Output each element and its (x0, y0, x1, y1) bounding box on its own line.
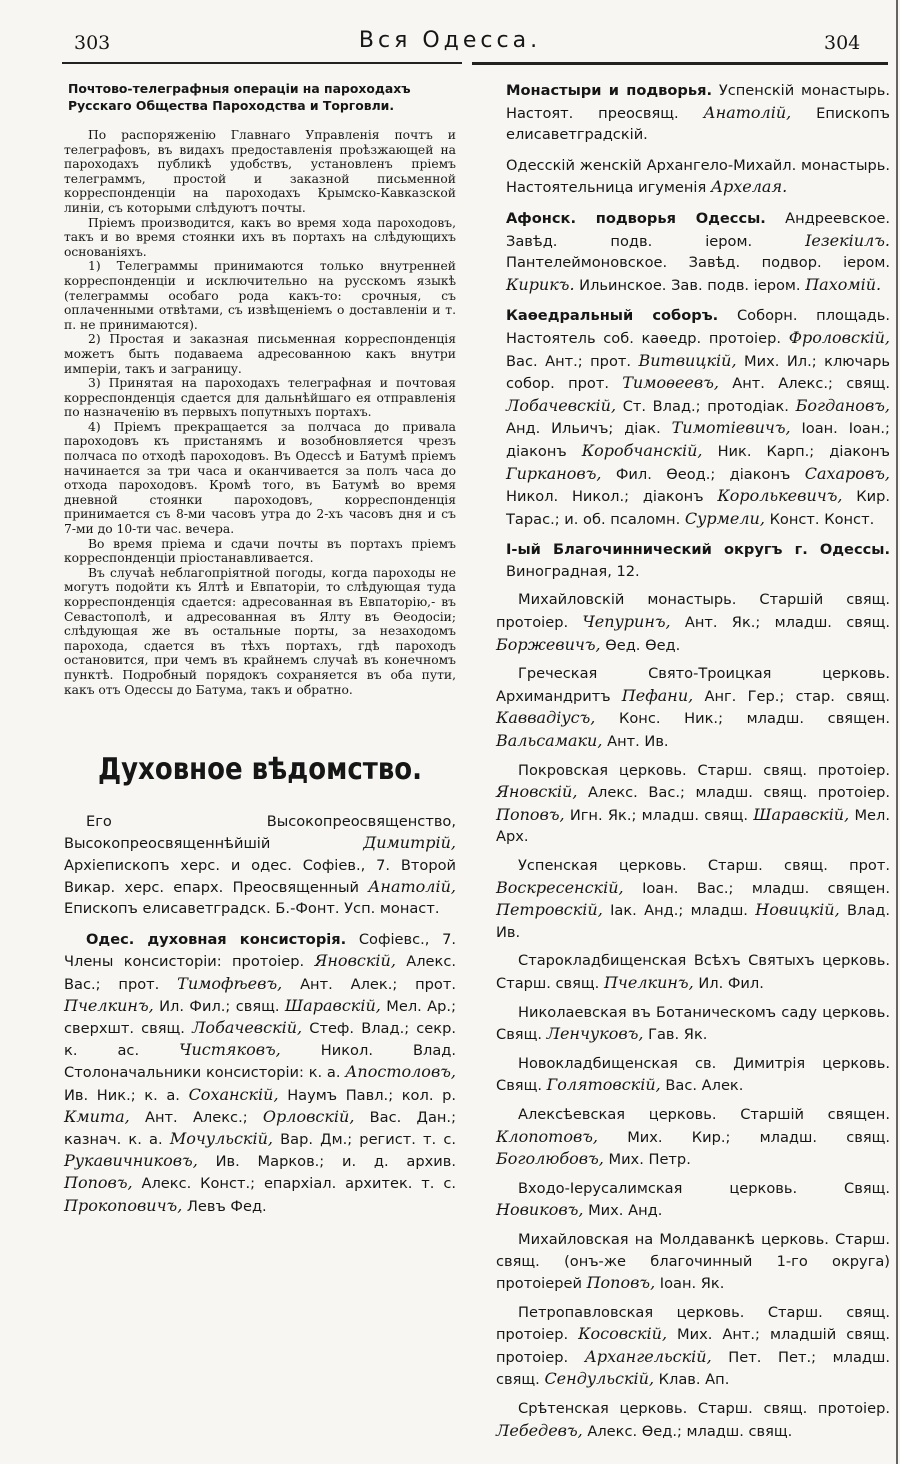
entry-text: Никол. Влад. Столоначальники консисторіи: к. а. (64, 1042, 456, 1082)
entry-text: Анг. Гер.; стар. свящ. (693, 687, 891, 705)
entry-text: Соборн. площадь. Настоятель соб. каѳедр. протоіер. (506, 307, 890, 347)
person-name: Поповъ, (586, 1273, 656, 1293)
entry-text: Епископъ елисаветградскій. (506, 104, 890, 144)
notice-paragraph: 4) Пріемъ прекращается за полчаса до привала пароходовъ къ пристанямъ и возобновляется чрезъ полчаса по отходѣ пароходовъ. Въ Одессѣ и Батумѣ пріемъ начинается за три часа и оканчивается за полъ часа до отхода пароходовъ. Кромѣ того, въ Батумѣ во время дневной стоянки пароходовъ, корреспонденція принимается съ 8-ми часовъ утра до 2-хъ часовъ дня и съ 7-ми до 10-ти час. вечера. (64, 419, 456, 537)
entry-text: Виноградная, 12. (506, 562, 640, 580)
consistory-entry (64, 929, 456, 1217)
person-name: Анатолій, (368, 876, 456, 896)
person-name: Поповъ, (496, 804, 565, 824)
entry-text: Софіевс., 7. Члены консисторіи: протоіер. (64, 931, 456, 971)
church-entry (496, 1229, 890, 1295)
church-entry (496, 1053, 890, 1097)
entry-text: Одесскій женскій Архангело-Михайл. монастырь. Настоятельница игуменія (506, 156, 890, 197)
entry-text: Мих. Петр. (603, 1151, 691, 1169)
entry-text: Вар. Дм.; регист. т. с. (272, 1131, 457, 1148)
entry-text: Покровская церковь. Старш. свящ. протоіер. (518, 761, 890, 779)
entry-text: Ст. Влад.; протодіак. (616, 397, 796, 415)
section-heading: Монастыри и подворья. (506, 82, 712, 99)
person-name: Витвицкій, (638, 350, 737, 370)
person-name: Тимотіевичъ, (671, 418, 791, 438)
person-name: Апостоловъ, (345, 1062, 456, 1082)
athos-entry (496, 208, 890, 296)
entry-text: Ил. Фил. (693, 974, 764, 992)
notice-title: Почтово-телеграфныя операціи на пароходахъ Русскаго Общества Пароходства и Торговли. (68, 81, 411, 113)
person-name: Косовскій, (578, 1324, 668, 1344)
entry-text: Ант. Як.; младш. свящ. (670, 614, 890, 632)
person-name: Пчелкинъ, (603, 972, 694, 992)
entry-text: Пантелеймоновское. Завѣд. подвор. іером. (506, 254, 890, 272)
page-header (0, 28, 900, 58)
entry-text: Ив. Марков.; и. д. архив. (197, 1153, 456, 1171)
person-name: Сахаровъ, (804, 463, 890, 483)
entry-text: Клав. Ап. (654, 1371, 730, 1389)
entry-text: Гав. Як. (643, 1026, 708, 1044)
entry-text: Вас. Ант.; прот. (506, 352, 639, 370)
notice-paragraph: 3) Принятая на пароходахъ телеграфная и почтовая корреспонденція сдается для дальнѣйшаго ея отправленія по назначенію въ первыхъ попутныхъ портахъ. (64, 376, 456, 420)
person-name: Пчелкинъ, (64, 995, 154, 1015)
section-heading: І-ый Благочиннический округъ г. Одессы. (506, 541, 890, 559)
section-heading: Одес. духовная консисторія. (86, 931, 347, 949)
church-entry (496, 950, 890, 994)
entry-text: Іоан. Як. (655, 1275, 725, 1293)
running-title: Вся Одесса. (358, 28, 542, 53)
cathedral-entry (496, 305, 890, 530)
section-heading: Афонск. подворья Одессы. (506, 209, 766, 227)
person-name: Коробчанскій, (581, 440, 703, 460)
entry-text: Ив. Ник.; к. а. (64, 1086, 189, 1104)
district-text (506, 563, 640, 580)
person-name: Іезекіилъ. (805, 230, 890, 250)
person-name: Шаравскій, (753, 804, 850, 824)
church-entry (496, 663, 890, 752)
entry-text: Стеф. Влад.; секр. к. ас. (64, 1019, 456, 1060)
entry-text: Мих. Ант.; младшій свящ. протоіер. (496, 1326, 890, 1366)
entry-text: Его Высокопреосвященство, Высокопреосвященнѣйшій (64, 813, 456, 853)
entry-text: Успенскій монастырь. Настоят. преосвящ. (506, 82, 891, 122)
person-name: Анатолій, (703, 102, 792, 122)
church-entry (496, 1002, 890, 1046)
person-name: Кмита, (64, 1106, 130, 1126)
convent-entry (496, 155, 890, 199)
archbishop-entry (64, 811, 456, 919)
person-name: Мочульскій, (169, 1129, 273, 1148)
left-column (64, 80, 456, 1217)
person-name: Богдановъ, (795, 395, 890, 415)
cathedral-text (506, 307, 890, 527)
entry-text: Игн. Як.; младш. свящ. (564, 806, 754, 824)
notice-paragraph: 2) Простая и заказная письменная корреспонденція можетъ быть подаваема адресованною какъ внутри имперіи, такъ и заграницу. (64, 332, 456, 376)
person-name: Орловскій, (262, 1106, 355, 1126)
district-entry (496, 539, 890, 582)
person-name: Новицкій, (755, 900, 840, 920)
entry-text: Алекс. Ѳед.; младш. свящ. (582, 1422, 793, 1440)
person-name: Чистяковъ, (179, 1040, 281, 1060)
entry-text: Архіепископъ херс. и одес. Софіев., 7. Второй Викар. херс. епарх. Преосвященный (64, 856, 456, 896)
entry-text: Срѣтенская церковь. Старш. свящ. протоіер. (518, 1400, 890, 1418)
entry-text: Ник. Карп.; діаконъ (702, 442, 890, 460)
entry-text: Епископъ елисаветградск. Б.-Фонт. Усп. монаст. (64, 899, 440, 917)
person-name: Вальсамаки, (496, 731, 603, 751)
header-rule-left (62, 62, 462, 64)
section-heading: Каѳедральный соборъ. (506, 307, 719, 325)
entry-text: Вас. Алек. (660, 1077, 744, 1095)
church-entry (496, 1104, 890, 1171)
entry-text: Ѳед. Ѳед. (600, 636, 681, 654)
right-column (496, 80, 890, 1442)
person-name: Ленчуковъ, (546, 1024, 644, 1044)
entry-text: Конст. Конст. (764, 510, 875, 528)
entry-text: Конс. Ник.; младш. священ. (595, 710, 890, 728)
entry-text: Новокладбищенская св. Димитрія церковь. Свящ. (496, 1054, 890, 1095)
church-entry (496, 855, 890, 943)
entry-text: Мел. Арх. (496, 806, 890, 846)
entry-text: Мих. Ил.; ключарь собор. прот. (506, 352, 890, 393)
person-name: Пефани, (621, 685, 694, 705)
entry-text: Николаевская въ Ботаническомъ саду церковь. Свящ. (496, 1003, 890, 1044)
person-name: Петровскій, (496, 900, 603, 920)
church-entry (496, 1178, 890, 1222)
notice-paragraph: По распоряженію Главнаго Управленія почтъ и телеграфовъ, въ видахъ предоставленія проѣзжающей на пароходахъ публикѣ удобствъ, установленъ пріемъ телеграммъ, простой и заказной письменной корреспонденціи на пароходахъ Крымско-Кавказской линіи, съ которыми слѣдуютъ почты. (64, 128, 456, 215)
person-name: Прокоповичъ, (64, 1195, 183, 1215)
person-name: Димитрій, (363, 833, 456, 853)
person-name: Воскресенскій, (496, 877, 624, 897)
entry-text: Наумъ Павл.; кол. р. (278, 1086, 456, 1104)
person-name: Боголюбовъ, (496, 1149, 604, 1169)
entry-text: Никол. Никол.; діаконъ (506, 488, 718, 506)
person-name: Гиркановъ, (506, 463, 602, 483)
church-list (496, 589, 890, 1442)
person-name: Лебедевъ, (496, 1420, 583, 1440)
person-name: Рукавичниковъ, (64, 1151, 198, 1171)
department-title: Духовное вѣдомство. (97, 752, 423, 788)
person-name: Клопотовъ, (496, 1126, 599, 1146)
entry-text: Ант. Ив. (602, 733, 669, 751)
entry-text: Анд. Ильичъ; діак. (506, 420, 672, 438)
convent-text (506, 157, 890, 197)
person-name: Соханскій, (188, 1084, 279, 1104)
person-name: Архелая. (710, 177, 788, 197)
entry-text: Алекс. Вас.; прот. (64, 953, 457, 993)
entry-text: Ант. Алекс.; свящ. (718, 375, 890, 393)
entry-text: Фил. Ѳеод.; діаконъ (601, 465, 805, 483)
church-entry (496, 760, 890, 848)
entry-text: Ильинское. Зав. подв. іером. (574, 276, 806, 294)
entry-text: Іоан. Вас.; младш. священ. (623, 879, 890, 897)
notice-paragraph: Во время пріема и сдачи почты въ портахъ пріемъ корреспонденціи пріостанавливается. (64, 536, 456, 566)
person-name: Боржевичъ, (496, 634, 601, 654)
person-name: Тимоѳеевъ, (622, 373, 719, 393)
consistory-text (64, 931, 456, 1214)
header-rule-right (472, 62, 888, 65)
entry-text: Вас. Дан.; казнач. к. а. (64, 1108, 456, 1148)
entry-text: Мих. Кир.; младш. свящ. (598, 1128, 890, 1146)
entry-text: Пет. Пет.; младш. свящ. (496, 1348, 890, 1389)
person-name: Архангельскій, (584, 1346, 712, 1366)
person-name: Каввадіусъ, (496, 708, 596, 728)
entry-text: Ант. Алекс.; (129, 1108, 263, 1126)
person-name: Кирикъ. (506, 274, 575, 294)
person-name: Фроловскій, (788, 327, 890, 347)
entry-text: Мел. Ар.; сверхшт. свящ. (64, 997, 456, 1037)
person-name: Голятовскій, (546, 1075, 661, 1095)
entry-text: Староклaдбищенская Всѣхъ Святыхъ церковь. Старш. свящ. (496, 952, 890, 992)
entry-text: Влад. Ив. (496, 902, 890, 941)
monasteries-entry (496, 80, 890, 146)
notice-paragraph: 1) Телеграммы принимаются только внутренней корреспонденціи и исключительно на русскомъ языкѣ (телеграммы особаго рода какъ-то: срочныя, съ оплаченными отвѣтами, съ извѣщеніемъ о доставленіи и т. п. не принимаются). (64, 259, 456, 332)
notice-body (64, 128, 456, 697)
entry-text: Алекс. Конст.; епархіал. архитек. т. с. (132, 1175, 456, 1193)
notice-paragraph: Въ случаѣ неблагопріятной погоды, когда пароходы не могутъ подойти къ Ялтѣ и Евпаторіи, то слѣдующая туда корреспонденція сдается: адресованная въ Евпаторію,- въ Севастополѣ, и адресованная въ Ялту въ Ѳеодосіи; слѣдующая же въ остальные порты, за незаходомъ парохода, сдается въ тѣхъ портахъ, гдѣ пароходъ остановится, при чемъ въ крайнемъ случаѣ въ конечномъ пунктѣ. Подробный порядокъ сохраняется въ оба пути, какъ отъ Одессы до Батума, такъ и обратно. (64, 565, 456, 697)
entry-text: Михайловская на Молдаванкѣ церковь. Старш. свящ. (онъ-же благочинный 1-го округа) протоіерей (496, 1230, 890, 1293)
person-name: Поповъ, (64, 1173, 133, 1193)
person-name: Яновскій, (314, 951, 396, 971)
entry-text: Успенская церковь. Старш. свящ. прот. (518, 857, 890, 874)
person-name: Шаравскій, (284, 995, 381, 1015)
person-name: Сендульскій, (544, 1369, 655, 1389)
department-body (64, 811, 456, 1217)
page-number-left: 303 (74, 32, 111, 54)
entry-text: Алексѣевская церковь. Старшій священ. (518, 1105, 890, 1123)
entry-text: Кир. Тарас.; и. об. псаломн. (506, 488, 890, 528)
entry-text: Іоан. Іоан.; діаконъ (506, 420, 890, 460)
entry-text: Мих. Анд. (583, 1202, 663, 1220)
church-entry (496, 1302, 890, 1391)
person-name: Пахомій. (805, 274, 882, 294)
entry-text: Входо-Іерусалимская церковь. Свящ. (518, 1179, 890, 1197)
page-edge-line (896, 0, 898, 1464)
person-name: Лобачевскій, (192, 1017, 303, 1037)
page-number-right: 304 (824, 32, 861, 54)
entry-text: Греческая Свято-Троицкая церковь. Архимандритъ (496, 665, 890, 705)
entry-text: Андреевское. Завѣд. подв. іером. (506, 209, 890, 250)
church-entry (496, 1398, 890, 1442)
entry-text: Іак. Анд.; младш. (602, 902, 756, 920)
person-name: Новиковъ, (496, 1200, 584, 1220)
person-name: Тимофѣевъ, (177, 973, 283, 993)
entry-text: Михайловскій монастырь. Старшій свящ. протоіер. (496, 591, 890, 632)
entry-text: Левъ Фед. (182, 1197, 267, 1215)
entry-text: Петропавловская церковь. Старш. свящ. протоіер. (496, 1303, 890, 1344)
person-name: Сурмели, (684, 508, 765, 528)
entry-text: Алекс. Вас.; младш. свящ. протоіер. (577, 784, 890, 802)
entry-text: Ант. Алек.; прот. (282, 975, 457, 993)
person-name: Чепуринъ, (582, 612, 671, 632)
notice-paragraph: Пріемъ производится, какъ во время хода пароходовъ, такъ и во время стоянки ихъ въ портахъ на слѣдующихъ основаніяхъ. (64, 215, 456, 259)
church-entry (496, 589, 890, 656)
person-name: Лобачевскій, (506, 395, 617, 415)
person-name: Королькевичъ, (717, 486, 843, 506)
entry-text: Ил. Фил.; свящ. (153, 997, 285, 1015)
person-name: Яновскій, (496, 782, 578, 802)
